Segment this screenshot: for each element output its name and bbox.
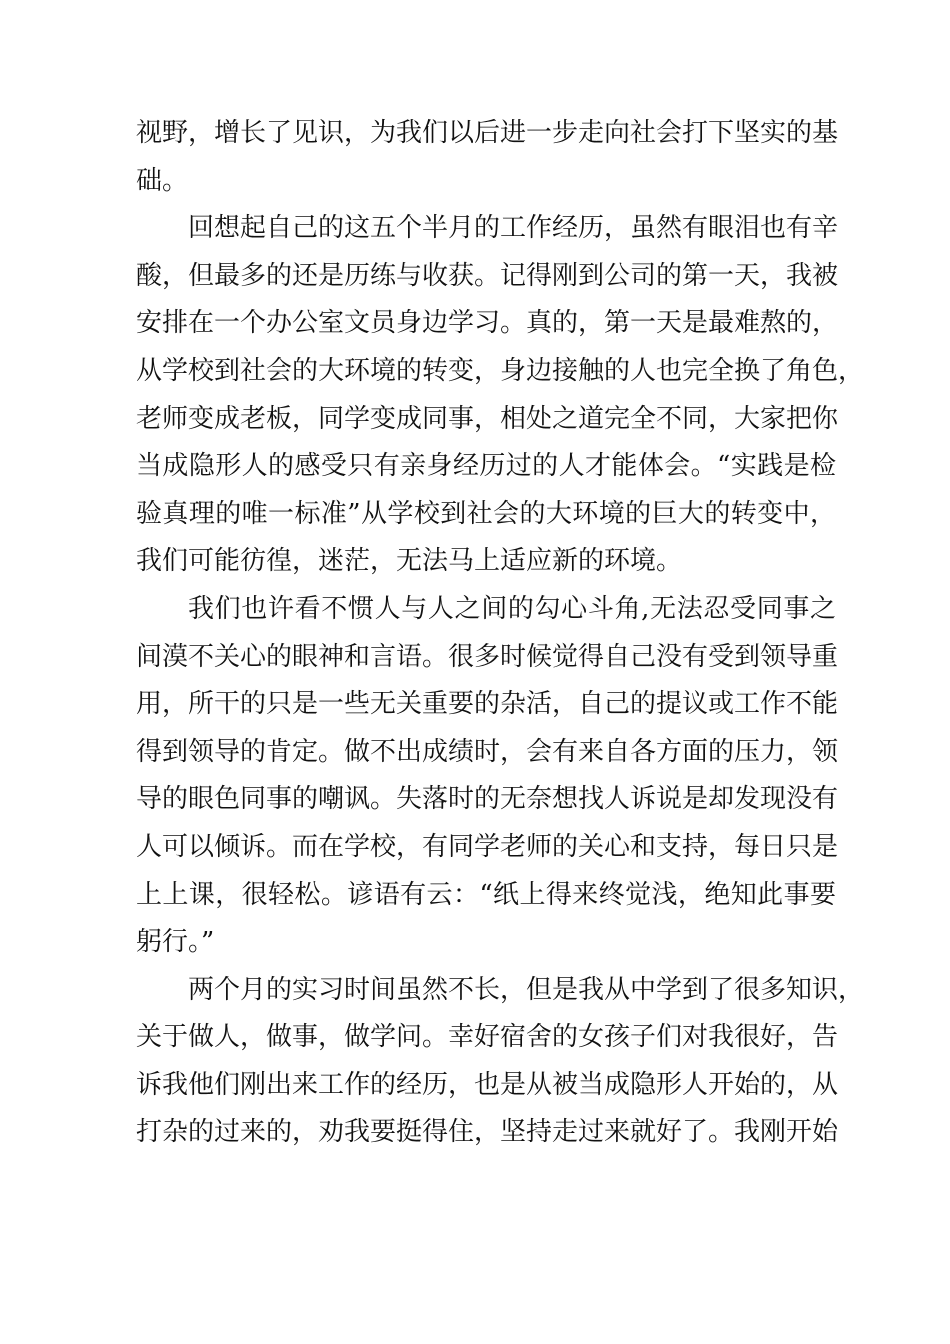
paragraph	[136, 205, 865, 586]
text-line: 从学校到社会的大环境的转变，身边接触的人也完全换了角色，	[136, 355, 865, 386]
text-line: 得到领导的肯定。做不出成绩时，会有来自各方面的压力，领	[136, 736, 839, 767]
text-line: 我们也许看不惯人与人之间的勾心斗角,无法忍受同事之	[188, 593, 836, 624]
text-line: 用，所干的只是一些无关重要的杂活，自己的提议或工作不能	[136, 689, 839, 720]
text-line: 两个月的实习时间虽然不长，但是我从中学到了很多知识，	[188, 974, 865, 1005]
text-line: 关于做人，做事，做学问。幸好宿舍的女孩子们对我很好，告	[136, 1022, 839, 1053]
paragraph	[136, 110, 839, 205]
text-line: 安排在一个办公室文员身边学习。真的，第一天是最难熬的，	[136, 308, 839, 339]
text-line: 础。	[136, 165, 189, 196]
text-line: 视野，增长了见识，为我们以后进一步走向社会打下坚实的基	[136, 118, 839, 148]
text-line: 验真理的唯一标准”从学校到社会的大环境的巨大的转变中，	[136, 498, 836, 529]
text-line: 我们可能彷徨，迷茫，无法马上适应新的环境。	[136, 546, 683, 577]
text-line: 酸，但最多的还是历练与收获。记得刚到公司的第一天，我被	[136, 260, 839, 291]
body-text	[136, 110, 865, 1157]
text-line: 导的眼色同事的嘲讽。失落时的无奈想找人诉说是却发现没有	[136, 784, 839, 815]
text-line: 回想起自己的这五个半月的工作经历，虽然有眼泪也有辛	[188, 213, 839, 244]
paragraph	[136, 586, 839, 967]
text-line: 间漠不关心的眼神和言语。很多时候觉得自己没有受到领导重	[136, 641, 839, 672]
paragraph	[136, 967, 865, 1157]
text-line: 诉我他们刚出来工作的经历，也是从被当成隐形人开始的，从	[136, 1069, 839, 1100]
text-line: 躬行。”	[136, 927, 215, 958]
text-line: 上上课，很轻松。谚语有云：“纸上得来终觉浅，绝知此事要	[136, 879, 836, 910]
text-line: 人可以倾诉。而在学校，有同学老师的关心和支持，每日只是	[136, 831, 839, 862]
text-line: 打杂的过来的，劝我要挺得住，坚持走过来就好了。我刚开始	[136, 1117, 839, 1148]
text-line: 老师变成老板，同学变成同事，相处之道完全不同，大家把你	[136, 403, 839, 434]
text-line: 当成隐形人的感受只有亲身经历过的人才能体会。“实践是检	[136, 451, 836, 482]
